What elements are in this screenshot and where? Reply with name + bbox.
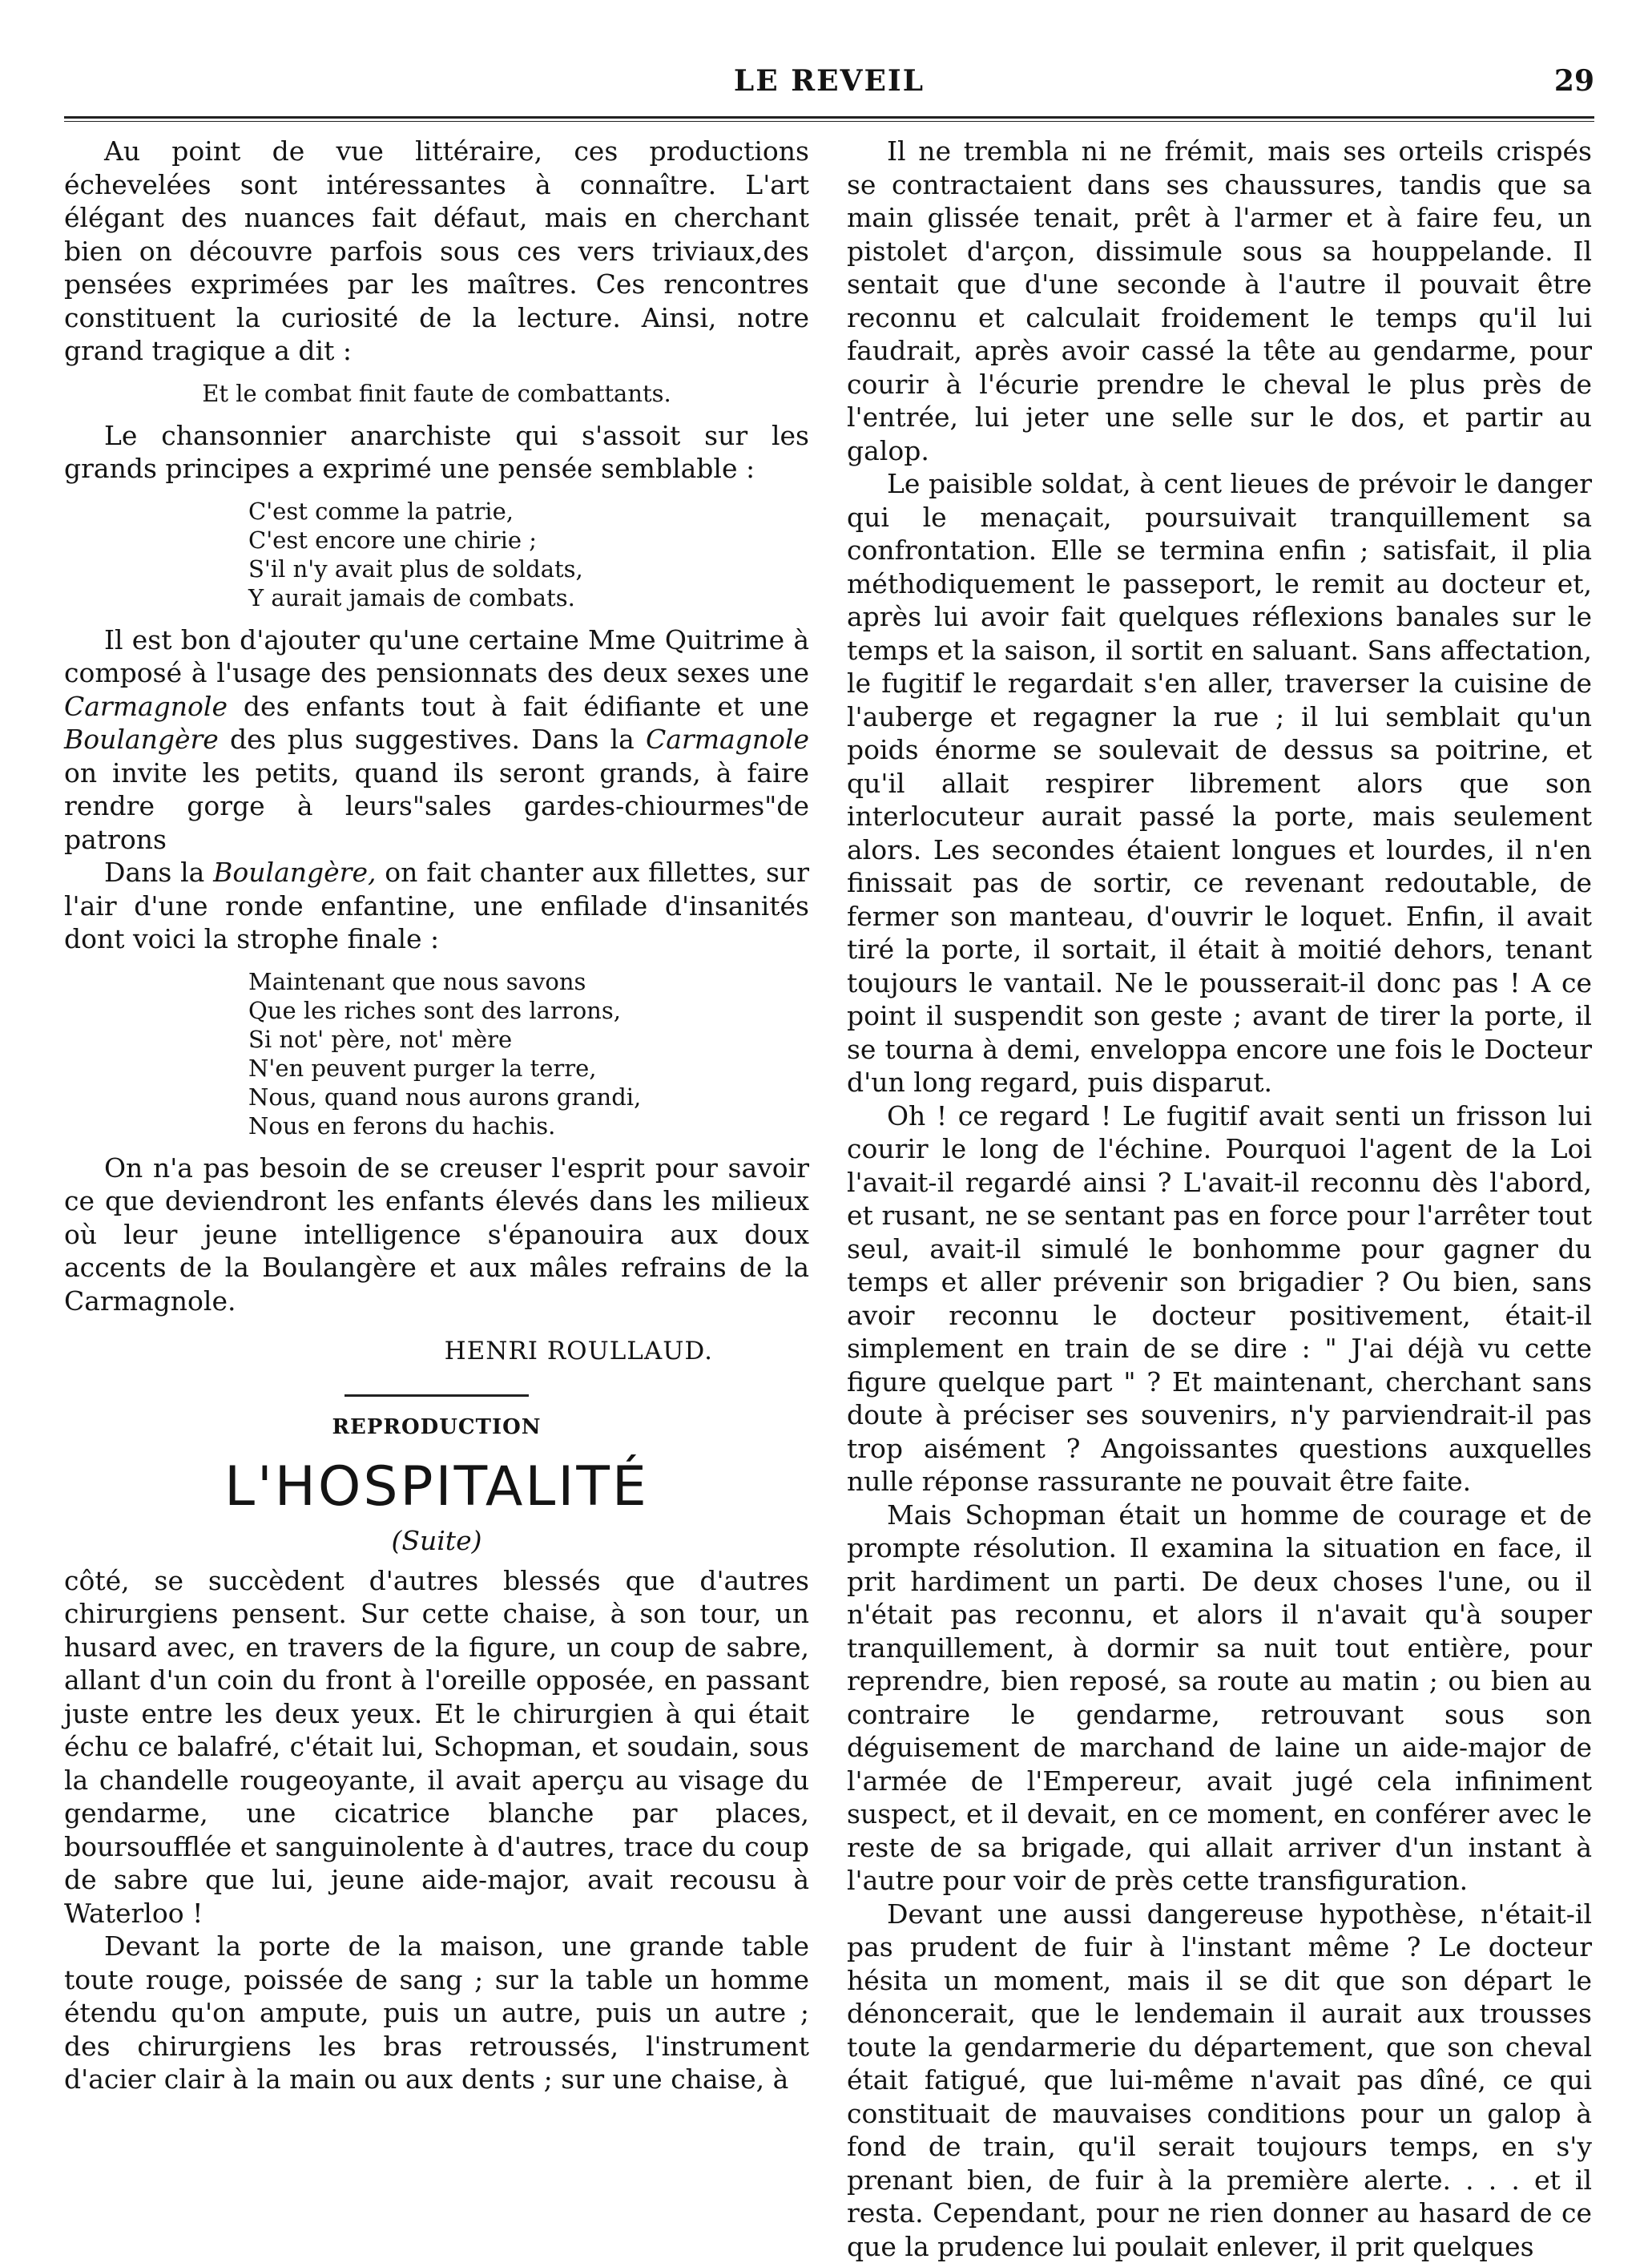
text-run: des plus suggestives. Dans la: [219, 724, 646, 755]
text-run: on fait chanter aux fillettes, sur l'air d'une ronde enfantine, une enfilade d'insanités dont voici la strophe finale :: [64, 857, 809, 954]
page-number: 29: [1554, 64, 1594, 98]
paragraph: On n'a pas besoin de se creuser l'esprit pour savoir ce que deviendront les enfants élevés dans les milieux où leur jeune intelligence s'épanouira aux doux accents de la Boulangère et aux mâles refrains de la Carmagnole.: [64, 1152, 809, 1318]
verse-line: Nous en ferons du hachis.: [248, 1111, 809, 1140]
verse-line: Maintenant que nous savons: [248, 967, 809, 996]
text-run: Dans la: [104, 857, 213, 888]
verse-quote: [64, 379, 809, 408]
journal-title: LE REVEIL: [64, 64, 1594, 98]
verse-line: S'il n'y avait plus de soldats,: [248, 555, 809, 583]
paragraph: Devant la porte de la maison, une grande table toute rouge, poissée de sang ; sur la table un homme étendu qu'on ampute, puis un autre, puis un autre ; des chirurgiens les bras retroussés, l'instrument d'acier clair à la main ou aux dents ; sur une chaise, à: [64, 1930, 809, 2096]
page-header: [64, 64, 1594, 120]
verse-quote: [64, 967, 809, 1140]
header-rule: [64, 116, 1594, 122]
verse-line: Y aurait jamais de combats.: [248, 583, 809, 612]
paragraph: [64, 623, 809, 857]
article-subtitle: (Suite): [64, 1524, 809, 1558]
paragraph: Au point de vue littéraire, ces productions échevelées sont intéressantes à connaître. L'art élégant des nuances fait défaut, mais en cherchant bien on découvre parfois sous ces vers triviaux,des pensées exprimées par les maîtres. Ces rencontres constituent la curiosité de la lecture. Ainsi, notre grand tragique a dit :: [64, 135, 809, 368]
verse-line: Et le combat finit faute de combattants.: [64, 379, 809, 408]
italic-title: Carmagnole: [64, 691, 228, 722]
italic-title: Boulangère: [64, 724, 219, 755]
author-signature: HENRI ROULLAUD.: [64, 1335, 713, 1369]
paragraph: Mais Schopman était un homme de courage et de prompte résolution. Il examina la situation en face, il prit hardiment un parti. De deux choses l'une, ou il n'était pas reconnu, et alors il n'avait qu'à souper tranquillement, à dormir sa nuit tout entière, pour reprendre, bien reposé, sa route au matin ; ou bien au contraire le gendarme, retrouvant sous son déguisement de marchand de laine un aide-major de l'armée de l'Empereur, avait jugé cela infiniment suspect, et il devait, en ce moment, en conférer avec le reste de sa brigade, qui allait arriver d'un instant à l'autre pour voir de près cette transfiguration.: [847, 1499, 1592, 1898]
verse-line: N'en peuvent purger la terre,: [248, 1054, 809, 1083]
left-column: [64, 135, 809, 2096]
paragraph: [64, 856, 809, 956]
verse-line: Nous, quand nous aurons grandi,: [248, 1083, 809, 1111]
paragraph: côté, se succèdent d'autres blessés que d'autres chirurgiens pensent. Sur cette chaise, à son tour, un husard avec, en travers de la figure, un coup de sabre, allant d'un coin du front à l'oreille opposée, en passant juste entre les deux yeux. Et le chirurgien à qui était échu ce balafré, c'était lui, Schopman, et soudain, sous la chandelle rougeoyante, il avait aperçu au visage du gendarme, une cicatrice blanche par places, boursoufflée et sanguinolente à d'autres, trace du coup de sabre que lui, jeune aide-major, avait recousu à Waterloo !: [64, 1564, 809, 1930]
verse-line: C'est comme la patrie,: [248, 497, 809, 526]
section-label: REPRODUCTION: [64, 1411, 809, 1445]
verse-line: C'est encore une chirie ;: [248, 526, 809, 555]
paragraph: Le paisible soldat, à cent lieues de prévoir le danger qui le menaçait, poursuivait tranquillement sa confrontation. Elle se termina enfin ; satisfait, il plia méthodiquement le passeport, le remit au docteur et, après lui avoir fait quelques réflexions banales sur le temps et la saison, il sortit en saluant. Sans affectation, le fugitif le regardait s'en aller, traverser la cuisine de l'auberge et regagner la rue ; il lui semblait qu'un poids énorme se soulevait de dessus sa poitrine, et qu'il allait respirer librement alors que son interlocuteur aurait passé la porte, mais seulement alors. Les secondes étaient longues et lourdes, il n'en finissait pas de sortir, ce revenant redoutable, de fermer son manteau, d'ouvrir le loquet. Enfin, il avait tiré la porte, il sortait, il était à moitié dehors, tenant toujours le vantail. Ne le pousserait-il donc pas ! A ce point il suspendit son geste ; avant de tirer la porte, il se tourna à demi, enveloppa encore une fois le Docteur d'un long regard, puis disparut.: [847, 467, 1592, 1099]
paragraph: Devant une aussi dangereuse hypothèse, n'était-il pas prudent de fuir à l'instant même ? Le docteur hésita un moment, mais il se dit que son départ le dénoncerait, que le lendemain il aurait aux trousses toute la gendarmerie du département, que son cheval était fatigué, que lui-même n'avait pas dîné, ce qui constituait de mauvaises conditions pour un galop à fond de train, qu'il serait toujours temps, en s'y prenant bien, de fuir à la première alerte. . . . et il resta. Cependant, pour ne rien donner au hasard de ce que la prudence lui poulait enlever, il prit quelques: [847, 1898, 1592, 2263]
text-run: on invite les petits, quand ils seront grands, à faire rendre gorge à leurs"sales gardes-chiourmes"de patrons: [64, 757, 809, 855]
italic-title: Carmagnole: [646, 724, 809, 755]
section-divider: [345, 1394, 529, 1397]
verse-line: Que les riches sont des larrons,: [248, 996, 809, 1025]
right-column: [847, 135, 1592, 2263]
paragraph: Le chansonnier anarchiste qui s'assoit sur les grands principes a exprimé une pensée semblable :: [64, 419, 809, 486]
verse-quote: [64, 497, 809, 612]
verse-line: Si not' père, not' mère: [248, 1025, 809, 1054]
text-run: des enfants tout à fait édifiante et une: [228, 691, 809, 722]
italic-title: Boulangère,: [213, 857, 376, 888]
article-title: L'HOSPITALITÉ: [64, 1455, 809, 1519]
text-run: Il est bon d'ajouter qu'une certaine Mme Quitrime à composé à l'usage des pensionnats des deux sexes une: [64, 624, 809, 689]
paragraph: Oh ! ce regard ! Le fugitif avait senti un frisson lui courir le long de l'échine. Pourquoi l'agent de la Loi l'avait-il regardé ainsi ? L'avait-il reconnu dès l'abord, et rusant, ne se sentant pas en force pour l'arrêter tout seul, avait-il simulé le bonhomme pour gagner du temps et aller prévenir son brigadier ? Ou bien, sans avoir reconnu le docteur positivement, était-il simplement en train de se dire : " J'ai déjà vu cette figure quelque part " ? Et maintenant, cherchant sans doute à préciser ses souvenirs, n'y parviendrait-il pas trop aisément ? Angoissantes questions auxquelles nulle réponse rassurante ne pouvait être faite.: [847, 1099, 1592, 1499]
paragraph: Il ne trembla ni ne frémit, mais ses orteils crispés se contractaient dans ses chaussures, tandis que sa main glissée tenait, prêt à l'armer et à faire feu, un pistolet d'arçon, dissimule sous sa houppelande. Il sentait que d'une seconde à l'autre il pouvait être reconnu et calculait froidement le temps qu'il lui faudrait, après avoir cassé la tête au gendarme, pour courir à l'écurie prendre le cheval le plus près de l'entrée, lui jeter une selle sur le dos, et partir au galop.: [847, 135, 1592, 467]
